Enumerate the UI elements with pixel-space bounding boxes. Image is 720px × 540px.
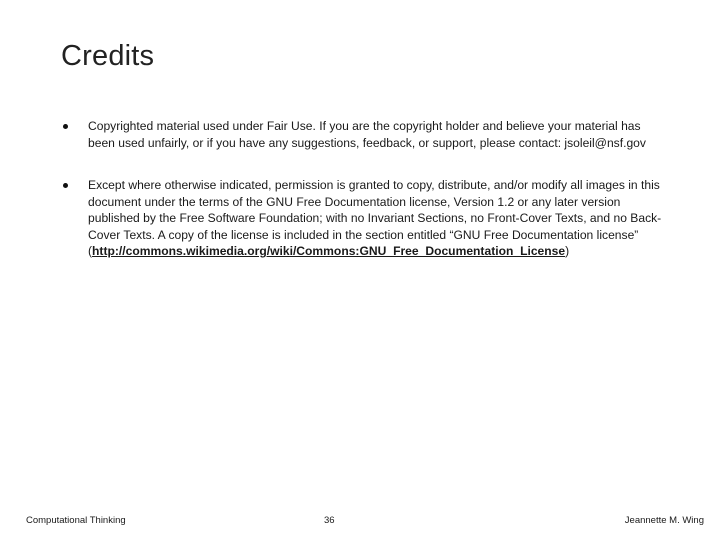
license-link[interactable]: http://commons.wikimedia.org/wiki/Commons:GNU_Free_Documentation_License <box>92 244 566 258</box>
license-text-close: ) <box>565 244 570 258</box>
bullet-dot-icon <box>63 124 68 129</box>
bullet-item-license <box>60 177 670 260</box>
bullet-item-fair-use <box>60 118 670 151</box>
footer-page-number: 36 <box>324 515 335 526</box>
bullet-dot-icon <box>63 183 68 188</box>
footer-course-name: Computational Thinking <box>26 515 126 526</box>
footer-author: Jeannette M. Wing <box>624 515 704 526</box>
fair-use-text: Copyrighted material used under Fair Use. If you are the copyright holder and believe your material has been used unfairly, or if you have any suggestions, feedback, or support, please contact: jsoleil@nsf.gov <box>88 119 646 150</box>
license-text: Except where otherwise indicated, permission is granted to copy, distribute, and/or modify all images in this document under the terms of the GNU Free Documentation license, Version 1.2 or any later version published by the Free Software Foundation; with no Invariant Sections, no Front-Cover Texts, and no Back-Cover Texts. A copy of the license is included in the section entitled “GNU Free Documentation license” ( <box>88 178 662 258</box>
slide-title: Credits <box>61 40 155 72</box>
bullet-list <box>60 118 670 286</box>
